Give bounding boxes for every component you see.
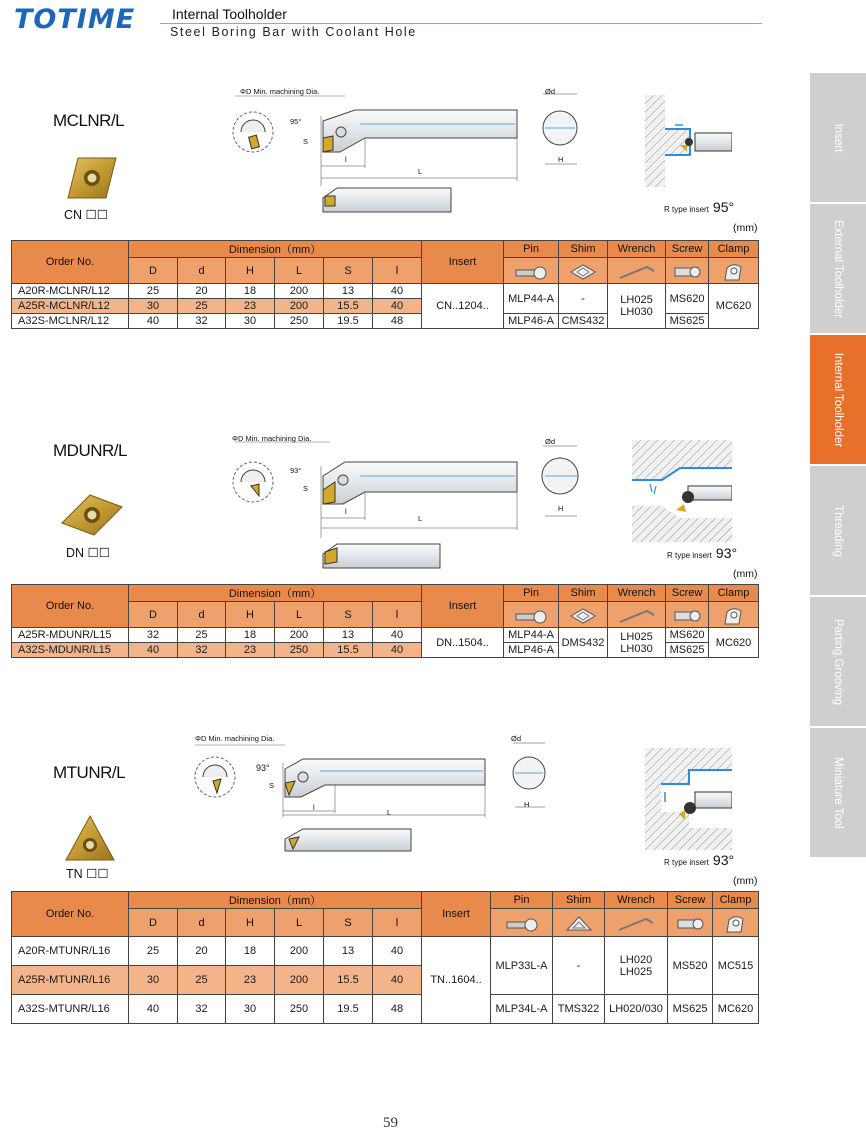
label-l-small: l [313, 803, 315, 812]
table-row: A20R-MCLNR/L12 25 20 18 200 13 40 CN..1204.. MLP44-A - LH025 LH030 MS620 MC620 [12, 284, 759, 299]
mdunr-spec-table [11, 584, 759, 658]
pin-icon [504, 602, 559, 628]
mdunr-application-diagram [632, 440, 732, 542]
header-clamp: Clamp [709, 585, 759, 602]
table-row: A25R-MCLNR/L12 30 25 23 200 15.5 40 [12, 299, 759, 314]
header-wrench: Wrench [605, 892, 668, 909]
header-pin: Pin [491, 892, 553, 909]
page-number: 59 [383, 1115, 398, 1131]
header-l-lower: l [373, 909, 422, 937]
header-l-lower: l [373, 602, 422, 628]
label-s: S [269, 781, 275, 790]
header-dimension: Dimension（mm） [129, 241, 422, 258]
tab-parting-grooving[interactable]: Parting.Grooving [810, 597, 866, 728]
clamp-cell: MC620 [709, 628, 759, 658]
pin-cell: MLP33L-A [491, 937, 553, 995]
unit-label: (mm) [733, 568, 758, 580]
label-l-big: L [418, 514, 423, 523]
label-bore-d: Ød [545, 437, 556, 446]
table-row: A32S-MTUNR/L16 40 32 30 250 19.5 48 MLP34L-A TMS322 LH020/030 MS625 MC620 [12, 995, 759, 1024]
clamp-icon [709, 258, 759, 284]
header-insert: Insert [422, 241, 504, 284]
header-l-upper: L [275, 258, 324, 284]
pin-icon [491, 909, 553, 937]
header-clamp: Clamp [709, 241, 759, 258]
screw-cell: MS520 [668, 937, 713, 995]
mtunr-dimension-drawing [185, 735, 565, 855]
table-row: A32S-MDUNR/L15 40 32 23 250 15.5 40 MLP46-A MS625 [12, 643, 759, 658]
header-wrench: Wrench [608, 241, 666, 258]
header-d-upper: D [129, 602, 178, 628]
header-screw: Screw [666, 241, 709, 258]
header-wrench: Wrench [608, 585, 666, 602]
header-d-lower: d [178, 909, 226, 937]
section-title-mdunr: MDUNR/L [53, 441, 127, 460]
tab-threading[interactable]: Threading [810, 466, 866, 597]
page-title: Internal Toolholder [172, 6, 287, 22]
header-l-upper: L [275, 602, 324, 628]
wrench-icon [605, 909, 668, 937]
clamp-cell: MC515 [713, 937, 759, 995]
wrench-icon [608, 258, 666, 284]
label-min-dia: ΦD Min. machining Dia. [240, 87, 320, 96]
header-clamp: Clamp [713, 892, 759, 909]
screw-icon [668, 909, 713, 937]
header-s: S [324, 602, 373, 628]
label-l-small: l [345, 507, 347, 516]
mclnr-spec-table [11, 240, 759, 329]
label-l-big: L [387, 808, 392, 817]
section-tabs [810, 73, 866, 859]
page-subtitle: Steel Boring Bar with Coolant Hole [170, 25, 417, 39]
screw-cell: MS620 [666, 628, 709, 643]
label-h: H [558, 504, 564, 513]
header-s: S [324, 909, 373, 937]
dn-insert-icon [60, 493, 124, 537]
clamp-icon [709, 602, 759, 628]
shim-icon [559, 602, 608, 628]
header-insert: Insert [422, 892, 491, 937]
label-angle: 93° [290, 466, 302, 475]
header-d-upper: D [129, 909, 178, 937]
mdunr-dimension-drawing [225, 432, 585, 572]
section-title-mtunr: MTUNR/L [53, 763, 126, 782]
label-bore-d: Ød [511, 734, 522, 743]
header-screw: Screw [668, 892, 713, 909]
header-shim: Shim [553, 892, 605, 909]
pin-cell: MLP44-A [504, 628, 559, 643]
shim-icon [553, 909, 605, 937]
table-row: A32S-MCLNR/L12 40 32 30 250 19.5 48 MLP46-A CMS432 MS625 [12, 314, 759, 329]
insert-cell: CN..1204.. [422, 284, 504, 329]
label-bore-d: Ød [545, 87, 556, 96]
tab-internal-toolholder[interactable]: Internal Toolholder [810, 335, 866, 466]
header-l-lower: l [373, 258, 422, 284]
header-d-lower: d [178, 602, 226, 628]
table-row: A25R-MTUNR/L16 30 25 23 200 15.5 40 [12, 966, 759, 995]
label-min-dia: ΦD Min. machining Dia. [232, 434, 312, 443]
mtunr-spec-table [11, 891, 759, 1024]
shim-icon [559, 258, 608, 284]
cn-insert-icon [66, 154, 118, 202]
header-screw: Screw [666, 585, 709, 602]
insert-code-cn: CN ☐☐ [64, 208, 108, 222]
header-l-upper: L [275, 909, 324, 937]
screw-cell: MS620 [666, 284, 709, 314]
screw-icon [666, 602, 709, 628]
insert-cell: TN..1604.. [422, 937, 491, 1024]
header-h: H [226, 602, 275, 628]
table-row: A25R-MDUNR/L15 32 25 18 200 13 40 DN..1504.. MLP44-A DMS432 LH025 LH030 MS620 MC620 [12, 628, 759, 643]
label-h: H [558, 155, 564, 164]
label-min-dia: ΦD Min. machining Dia. [195, 734, 275, 743]
wrench-cell: LH025 LH030 [608, 284, 666, 329]
wrench-cell: LH020 LH025 [605, 937, 668, 995]
label-angle: 95° [290, 117, 302, 126]
tab-miniature-tool[interactable]: Miniature Tool [810, 728, 866, 859]
r-type-label: R type insert 95° [664, 199, 735, 215]
header-dimension: Dimension（mm） [129, 892, 422, 909]
pin-cell: MLP44-A [504, 284, 559, 314]
header-shim: Shim [559, 241, 608, 258]
shim-cell: - [559, 284, 608, 314]
mclnr-dimension-drawing [225, 86, 585, 216]
clamp-icon [713, 909, 759, 937]
header-h: H [226, 258, 275, 284]
header-order-no: Order No. [12, 241, 129, 284]
header-order-no: Order No. [12, 585, 129, 628]
header-d-upper: D [129, 258, 178, 284]
unit-label: (mm) [733, 875, 758, 887]
label-s: S [303, 137, 309, 146]
header-pin: Pin [504, 241, 559, 258]
header-dimension: Dimension（mm） [129, 585, 422, 602]
insert-cell: DN..1504.. [422, 628, 504, 658]
tn-insert-icon [64, 814, 116, 862]
wrench-icon [608, 602, 666, 628]
shim-cell: - [553, 937, 605, 995]
label-l-small: l [345, 155, 347, 164]
header-insert: Insert [422, 585, 504, 628]
label-angle: 93° [256, 763, 270, 773]
header-d-lower: d [178, 258, 226, 284]
label-s: S [303, 484, 309, 493]
unit-label: (mm) [733, 222, 758, 234]
wrench-cell: LH025 LH030 [608, 628, 666, 658]
label-h: H [524, 800, 530, 809]
header-pin: Pin [504, 585, 559, 602]
header-order-no: Order No. [12, 892, 129, 937]
tab-insert[interactable]: Insert [810, 73, 866, 204]
shim-cell: DMS432 [559, 628, 608, 658]
r-type-label: R type insert 93° [667, 545, 738, 561]
clamp-cell: MC620 [709, 284, 759, 329]
mclnr-application-diagram [645, 95, 732, 187]
section-title-mclnr: MCLNR/L [53, 111, 125, 130]
insert-code-dn: DN ☐☐ [66, 546, 110, 560]
header-shim: Shim [559, 585, 608, 602]
header-rule [160, 23, 762, 24]
mtunr-application-diagram [645, 748, 732, 850]
table-row: A20R-MTUNR/L16 25 20 18 200 13 40 TN..1604.. MLP33L-A - LH020 LH025 MS520 MC515 [12, 937, 759, 966]
screw-icon [666, 258, 709, 284]
insert-code-tn: TN ☐☐ [66, 867, 109, 881]
brand-logo: TOTIME [14, 4, 136, 35]
header-h: H [226, 909, 275, 937]
pin-icon [504, 258, 559, 284]
label-l-big: L [418, 167, 423, 176]
tab-external-toolholder[interactable]: External Toolholder [810, 204, 866, 335]
header-s: S [324, 258, 373, 284]
r-type-label: R type insert 93° [664, 852, 735, 868]
